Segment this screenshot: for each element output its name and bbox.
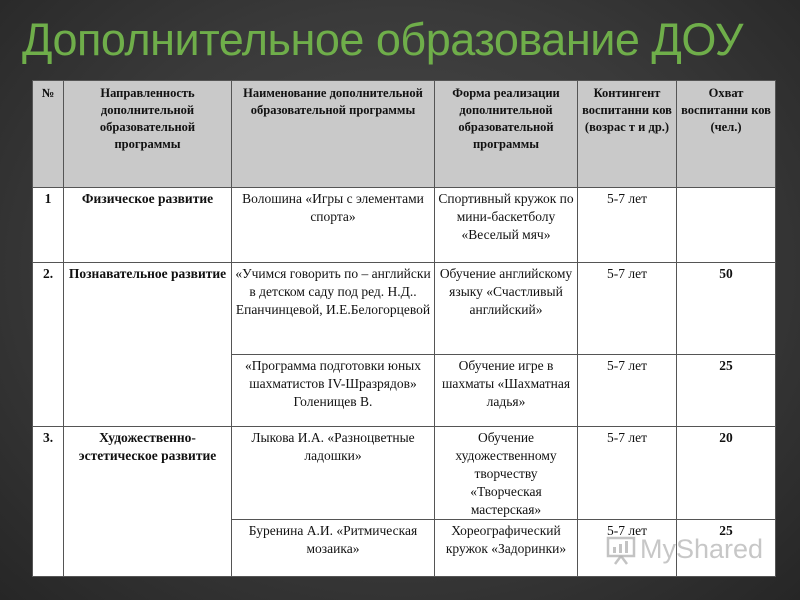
header-program-name: Наименование дополнительной образовательной программы — [232, 81, 435, 188]
row-direction: Художественно-эстетическое развитие — [64, 427, 232, 577]
row-form: Обучение английскому языку «Счастливый английский» — [435, 263, 578, 355]
row-direction: Познавательное развитие — [64, 263, 232, 427]
table-row — [33, 188, 776, 263]
row-coverage: 20 — [677, 427, 776, 520]
row-age: 5-7 лет — [578, 520, 677, 577]
row-number: 3. — [33, 427, 64, 577]
row-direction: Физическое развитие — [64, 188, 232, 263]
header-direction: Направленность дополнительной образовательной программы — [64, 81, 232, 188]
row-program-name: Волошина «Игры с элементами спорта» — [232, 188, 435, 263]
row-coverage: 50 — [677, 263, 776, 355]
row-age: 5-7 лет — [578, 355, 677, 427]
table-row — [33, 263, 776, 355]
header-coverage: Охват воспитанни ков (чел.) — [677, 81, 776, 188]
row-coverage: 25 — [677, 520, 776, 577]
row-number: 2. — [33, 263, 64, 427]
row-program-name: Буренина А.И. «Ритмическая мозаика» — [232, 520, 435, 577]
row-program-name: «Программа подготовки юных шахматистов IV-Шразрядов» Голенищев В. — [232, 355, 435, 427]
table-row — [33, 427, 776, 520]
row-program-name: «Учимся говорить по – английски в детском саду под ред. Н.Д.. Епанчинцевой, И.Е.Белогорцевой — [232, 263, 435, 355]
row-age: 5-7 лет — [578, 188, 677, 263]
header-contingent: Контингент воспитанни ков (возрас т и др.) — [578, 81, 677, 188]
page-title: Дополнительное образование ДОУ — [22, 14, 743, 65]
row-coverage: 25 — [677, 355, 776, 427]
header-number: № — [33, 81, 64, 188]
row-form: Обучение художественному творчеству «Творческая мастерская» — [435, 427, 578, 520]
row-age: 5-7 лет — [578, 427, 677, 520]
row-age: 5-7 лет — [578, 263, 677, 355]
watermark-text: MyShared — [640, 534, 764, 564]
program-table — [32, 80, 776, 577]
row-program-name: Лыкова И.А. «Разноцветные ладошки» — [232, 427, 435, 520]
row-form: Хореографический кружок «Задоринки» — [435, 520, 578, 577]
row-coverage — [677, 188, 776, 263]
row-form: Спортивный кружок по мини-баскетболу «Веселый мяч» — [435, 188, 578, 263]
table-header-row — [33, 81, 776, 188]
watermark — [606, 534, 763, 565]
presentation-board-icon — [606, 535, 636, 565]
row-form: Обучение игре в шахматы «Шахматная ладья» — [435, 355, 578, 427]
row-number: 1 — [33, 188, 64, 263]
header-form: Форма реализации дополнительной образовательной программы — [435, 81, 578, 188]
